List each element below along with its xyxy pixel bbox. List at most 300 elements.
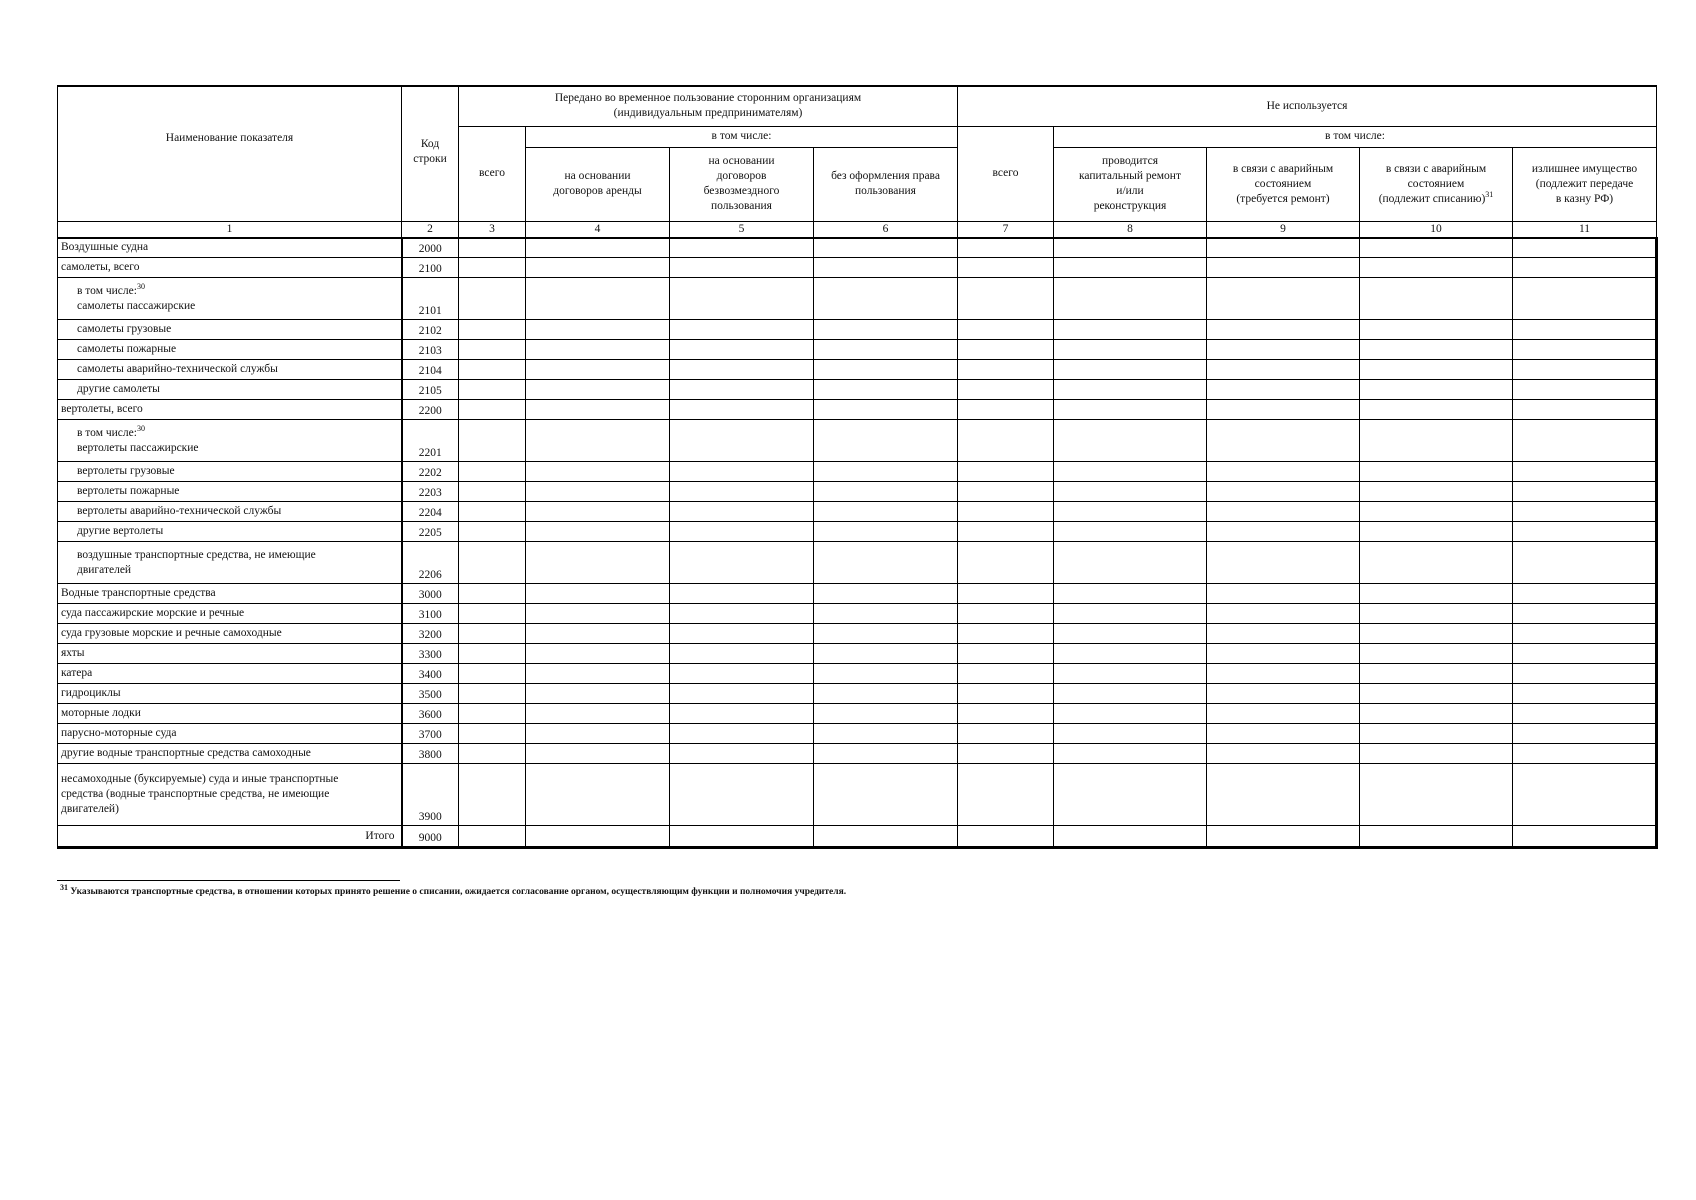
data-cell-col6[interactable] <box>814 542 958 584</box>
data-cell-col4[interactable] <box>526 584 670 604</box>
data-cell-col5[interactable] <box>670 724 814 744</box>
data-cell-col5[interactable] <box>670 502 814 522</box>
table-row <box>58 360 1657 380</box>
data-cell-col6[interactable] <box>814 360 958 380</box>
data-cell-col10[interactable] <box>1360 400 1513 420</box>
data-cell-col7[interactable] <box>958 724 1054 744</box>
data-cell-col11[interactable] <box>1513 664 1657 684</box>
header-incl-1: в том числе: <box>526 126 958 147</box>
data-cell-col7[interactable] <box>958 644 1054 664</box>
data-cell-col11[interactable] <box>1513 502 1657 522</box>
data-cell-col11[interactable] <box>1513 340 1657 360</box>
data-cell-col10[interactable] <box>1360 624 1513 644</box>
data-cell-col10[interactable] <box>1360 238 1513 258</box>
data-cell-col3[interactable] <box>459 320 526 340</box>
data-cell-col9[interactable] <box>1207 664 1360 684</box>
data-cell-col11[interactable] <box>1513 644 1657 664</box>
data-cell-col5[interactable] <box>670 380 814 400</box>
data-cell-col9[interactable] <box>1207 644 1360 664</box>
data-cell-col4[interactable] <box>526 320 670 340</box>
data-cell-col10[interactable] <box>1360 542 1513 584</box>
data-cell-col11[interactable] <box>1513 238 1657 258</box>
data-cell-col3[interactable] <box>459 258 526 278</box>
table-row <box>58 584 1657 604</box>
data-cell-col5[interactable] <box>670 258 814 278</box>
data-cell-col6[interactable] <box>814 826 958 848</box>
data-cell-col3[interactable] <box>459 238 526 258</box>
data-cell-col6[interactable] <box>814 604 958 624</box>
table-row <box>58 664 1657 684</box>
data-cell-col5[interactable] <box>670 278 814 320</box>
data-cell-col4[interactable] <box>526 462 670 482</box>
header-col10: в связи с аварийным состоянием (подлежит списанию)$^{31}$ <box>1360 147 1513 221</box>
data-cell-col11[interactable] <box>1513 400 1657 420</box>
data-cell-col9[interactable] <box>1207 584 1360 604</box>
row-code: 3200 <box>402 624 459 644</box>
data-cell-col8[interactable] <box>1054 604 1207 624</box>
data-cell-col7[interactable] <box>958 482 1054 502</box>
data-cell-col10[interactable] <box>1360 420 1513 462</box>
data-cell-col5[interactable] <box>670 522 814 542</box>
data-cell-col8[interactable] <box>1054 644 1207 664</box>
table-row <box>58 764 1657 826</box>
data-cell-col4[interactable] <box>526 764 670 826</box>
data-cell-col9[interactable] <box>1207 320 1360 340</box>
data-cell-col4[interactable] <box>526 624 670 644</box>
data-cell-col11[interactable] <box>1513 724 1657 744</box>
data-cell-col9[interactable] <box>1207 522 1360 542</box>
data-cell-col10[interactable] <box>1360 278 1513 320</box>
data-cell-col7[interactable] <box>958 502 1054 522</box>
data-cell-col7[interactable] <box>958 826 1054 848</box>
data-cell-col8[interactable] <box>1054 624 1207 644</box>
data-cell-col11[interactable] <box>1513 604 1657 624</box>
data-cell-col4[interactable] <box>526 380 670 400</box>
data-cell-col4[interactable] <box>526 482 670 502</box>
data-cell-col4[interactable] <box>526 238 670 258</box>
row-code: 3900 <box>402 764 459 826</box>
data-cell-col3[interactable] <box>459 624 526 644</box>
row-code: 3500 <box>402 684 459 704</box>
header-col6: без оформления права пользования <box>814 147 958 221</box>
row-code: 3800 <box>402 744 459 764</box>
data-cell-col3[interactable] <box>459 522 526 542</box>
data-cell-col6[interactable] <box>814 258 958 278</box>
row-name: вертолеты пожарные <box>58 482 402 502</box>
data-cell-col5[interactable] <box>670 624 814 644</box>
table-row <box>58 462 1657 482</box>
row-code: 2000 <box>402 238 459 258</box>
data-cell-col6[interactable] <box>814 744 958 764</box>
data-cell-col7[interactable] <box>958 400 1054 420</box>
data-cell-col8[interactable] <box>1054 380 1207 400</box>
data-cell-col5[interactable] <box>670 320 814 340</box>
data-cell-col8[interactable] <box>1054 522 1207 542</box>
data-cell-col6[interactable] <box>814 704 958 724</box>
data-cell-col3[interactable] <box>459 604 526 624</box>
data-cell-col11[interactable] <box>1513 258 1657 278</box>
data-cell-col7[interactable] <box>958 584 1054 604</box>
header-col3: всего <box>459 126 526 221</box>
data-cell-col10[interactable] <box>1360 826 1513 848</box>
data-cell-col7[interactable] <box>958 704 1054 724</box>
data-cell-col7[interactable] <box>958 604 1054 624</box>
data-cell-col6[interactable] <box>814 278 958 320</box>
row-code: 2205 <box>402 522 459 542</box>
data-cell-col5[interactable] <box>670 584 814 604</box>
data-cell-col5[interactable] <box>670 542 814 584</box>
data-cell-col6[interactable] <box>814 624 958 644</box>
data-cell-col8[interactable] <box>1054 664 1207 684</box>
table-row <box>58 340 1657 360</box>
data-cell-col3[interactable] <box>459 278 526 320</box>
data-cell-col8[interactable] <box>1054 584 1207 604</box>
data-cell-col5[interactable] <box>670 400 814 420</box>
data-cell-col9[interactable] <box>1207 502 1360 522</box>
data-cell-col5[interactable] <box>670 644 814 664</box>
data-cell-col7[interactable] <box>958 624 1054 644</box>
data-cell-col11[interactable] <box>1513 624 1657 644</box>
data-cell-col7[interactable] <box>958 664 1054 684</box>
data-cell-col4[interactable] <box>526 664 670 684</box>
data-cell-col3[interactable] <box>459 644 526 664</box>
data-cell-col7[interactable] <box>958 744 1054 764</box>
header-group-transferred: Передано во временное пользование сторонним организациям (индивидуальным предпринимателям) <box>459 86 958 126</box>
data-cell-col7[interactable] <box>958 258 1054 278</box>
data-cell-col9[interactable] <box>1207 684 1360 704</box>
data-cell-col10[interactable] <box>1360 340 1513 360</box>
data-cell-col9[interactable] <box>1207 340 1360 360</box>
data-cell-col9[interactable] <box>1207 704 1360 724</box>
row-name: в том числе:$^{30}$ самолеты пассажирские <box>58 278 402 320</box>
table-row <box>58 624 1657 644</box>
data-cell-col5[interactable] <box>670 664 814 684</box>
data-cell-col11[interactable] <box>1513 764 1657 826</box>
col-number: 9 <box>1207 221 1360 238</box>
data-cell-col11[interactable] <box>1513 380 1657 400</box>
data-cell-col7[interactable] <box>958 764 1054 826</box>
header-col9: в связи с аварийным состоянием (требуется ремонт) <box>1207 147 1360 221</box>
data-cell-col10[interactable] <box>1360 462 1513 482</box>
col-number: 6 <box>814 221 958 238</box>
data-cell-col5[interactable] <box>670 744 814 764</box>
column-numbers-row <box>58 221 1657 238</box>
header-col8: проводится капитальный ремонт и/или реконструкция <box>1054 147 1207 221</box>
data-cell-col3[interactable] <box>459 502 526 522</box>
data-cell-col6[interactable] <box>814 522 958 542</box>
data-cell-col3[interactable] <box>459 704 526 724</box>
row-code: 3300 <box>402 644 459 664</box>
data-cell-col11[interactable] <box>1513 462 1657 482</box>
data-cell-col4[interactable] <box>526 258 670 278</box>
col-number: 4 <box>526 221 670 238</box>
data-cell-col9[interactable] <box>1207 380 1360 400</box>
data-cell-col7[interactable] <box>958 278 1054 320</box>
row-code: 2100 <box>402 258 459 278</box>
data-cell-col9[interactable] <box>1207 744 1360 764</box>
data-cell-col10[interactable] <box>1360 360 1513 380</box>
data-cell-col4[interactable] <box>526 826 670 848</box>
data-cell-col11[interactable] <box>1513 522 1657 542</box>
data-cell-col3[interactable] <box>459 482 526 502</box>
data-cell-col10[interactable] <box>1360 744 1513 764</box>
data-cell-col5[interactable] <box>670 340 814 360</box>
data-cell-col3[interactable] <box>459 826 526 848</box>
data-cell-col10[interactable] <box>1360 380 1513 400</box>
data-cell-col8[interactable] <box>1054 420 1207 462</box>
row-code: 3400 <box>402 664 459 684</box>
col-number: 2 <box>402 221 459 238</box>
data-cell-col8[interactable] <box>1054 764 1207 826</box>
data-cell-col4[interactable] <box>526 522 670 542</box>
row-code: 2202 <box>402 462 459 482</box>
data-cell-col10[interactable] <box>1360 482 1513 502</box>
data-cell-col9[interactable] <box>1207 826 1360 848</box>
row-name: несамоходные (буксируемые) суда и иные транспортные средства (водные транспортные средства, не имеющие двигателей) <box>58 764 402 826</box>
data-cell-col7[interactable] <box>958 684 1054 704</box>
row-name: другие водные транспортные средства самоходные <box>58 744 402 764</box>
data-cell-col10[interactable] <box>1360 258 1513 278</box>
data-cell-col11[interactable] <box>1513 542 1657 584</box>
data-cell-col8[interactable] <box>1054 502 1207 522</box>
data-cell-col4[interactable] <box>526 704 670 724</box>
data-cell-col8[interactable] <box>1054 462 1207 482</box>
row-name: другие вертолеты <box>58 522 402 542</box>
data-cell-col9[interactable] <box>1207 624 1360 644</box>
data-cell-col8[interactable] <box>1054 400 1207 420</box>
header-incl-2: в том числе: <box>1054 126 1657 147</box>
table-row <box>58 604 1657 624</box>
row-code: 2201 <box>402 420 459 462</box>
data-cell-col7[interactable] <box>958 522 1054 542</box>
data-cell-col8[interactable] <box>1054 320 1207 340</box>
data-cell-col9[interactable] <box>1207 238 1360 258</box>
data-cell-col4[interactable] <box>526 340 670 360</box>
data-cell-col8[interactable] <box>1054 684 1207 704</box>
data-cell-col7[interactable] <box>958 380 1054 400</box>
data-cell-col7[interactable] <box>958 420 1054 462</box>
row-name: вертолеты аварийно-технической службы <box>58 502 402 522</box>
data-cell-col4[interactable] <box>526 400 670 420</box>
data-cell-col4[interactable] <box>526 684 670 704</box>
row-name: самолеты, всего <box>58 258 402 278</box>
data-cell-col10[interactable] <box>1360 644 1513 664</box>
row-name: катера <box>58 664 402 684</box>
data-cell-col3[interactable] <box>459 724 526 744</box>
data-cell-col10[interactable] <box>1360 502 1513 522</box>
data-cell-col3[interactable] <box>459 420 526 462</box>
data-cell-col3[interactable] <box>459 764 526 826</box>
data-cell-col6[interactable] <box>814 764 958 826</box>
data-cell-col6[interactable] <box>814 644 958 664</box>
data-cell-col9[interactable] <box>1207 724 1360 744</box>
table-row <box>58 238 1657 258</box>
data-cell-col8[interactable] <box>1054 238 1207 258</box>
data-cell-col11[interactable] <box>1513 360 1657 380</box>
data-cell-col8[interactable] <box>1054 542 1207 584</box>
data-cell-col3[interactable] <box>459 542 526 584</box>
data-cell-col9[interactable] <box>1207 278 1360 320</box>
data-cell-col5[interactable] <box>670 238 814 258</box>
header-col7: всего <box>958 126 1054 221</box>
data-cell-col10[interactable] <box>1360 764 1513 826</box>
data-cell-col6[interactable] <box>814 724 958 744</box>
data-cell-col10[interactable] <box>1360 522 1513 542</box>
row-name: Водные транспортные средства <box>58 584 402 604</box>
data-cell-col8[interactable] <box>1054 258 1207 278</box>
data-cell-col3[interactable] <box>459 360 526 380</box>
data-cell-col6[interactable] <box>814 664 958 684</box>
row-name: в том числе:$^{30}$ вертолеты пассажирские <box>58 420 402 462</box>
col-number: 1 <box>58 221 402 238</box>
data-cell-col11[interactable] <box>1513 482 1657 502</box>
data-cell-col9[interactable] <box>1207 360 1360 380</box>
data-cell-col9[interactable] <box>1207 462 1360 482</box>
data-cell-col8[interactable] <box>1054 724 1207 744</box>
data-cell-col7[interactable] <box>958 542 1054 584</box>
col-number: 8 <box>1054 221 1207 238</box>
data-cell-col4[interactable] <box>526 502 670 522</box>
data-cell-col3[interactable] <box>459 584 526 604</box>
data-cell-col11[interactable] <box>1513 826 1657 848</box>
data-cell-col4[interactable] <box>526 420 670 462</box>
data-cell-col11[interactable] <box>1513 684 1657 704</box>
table-row <box>58 542 1657 584</box>
data-cell-col4[interactable] <box>526 604 670 624</box>
data-cell-col9[interactable] <box>1207 258 1360 278</box>
data-cell-col8[interactable] <box>1054 826 1207 848</box>
data-cell-col11[interactable] <box>1513 278 1657 320</box>
data-cell-col7[interactable] <box>958 238 1054 258</box>
data-cell-col6[interactable] <box>814 462 958 482</box>
data-cell-col5[interactable] <box>670 462 814 482</box>
data-cell-col9[interactable] <box>1207 764 1360 826</box>
data-cell-col6[interactable] <box>814 320 958 340</box>
row-name: самолеты аварийно-технической службы <box>58 360 402 380</box>
row-name: гидроциклы <box>58 684 402 704</box>
data-cell-col6[interactable] <box>814 482 958 502</box>
data-cell-col9[interactable] <box>1207 400 1360 420</box>
footnote: $^{31}$ Указываются транспортные средства, в отношении которых принято решение о списании, ожидается согласование органом, осуществляющим функции и полномочия учредителя. <box>60 882 847 897</box>
data-cell-col9[interactable] <box>1207 542 1360 584</box>
table-row <box>58 502 1657 522</box>
data-cell-col6[interactable] <box>814 420 958 462</box>
data-cell-col8[interactable] <box>1054 340 1207 360</box>
data-cell-col5[interactable] <box>670 420 814 462</box>
header-name-col: Наименование показателя <box>58 86 402 221</box>
data-cell-col6[interactable] <box>814 400 958 420</box>
data-cell-col5[interactable] <box>670 684 814 704</box>
table-row <box>58 482 1657 502</box>
data-cell-col5[interactable] <box>670 482 814 502</box>
row-name: суда пассажирские морские и речные <box>58 604 402 624</box>
data-cell-col5[interactable] <box>670 826 814 848</box>
row-name: самолеты грузовые <box>58 320 402 340</box>
data-cell-col9[interactable] <box>1207 420 1360 462</box>
footnote-divider <box>57 880 400 881</box>
row-name: вертолеты грузовые <box>58 462 402 482</box>
row-code: 9000 <box>402 826 459 848</box>
row-code: 2200 <box>402 400 459 420</box>
data-cell-col8[interactable] <box>1054 360 1207 380</box>
data-cell-col4[interactable] <box>526 278 670 320</box>
data-cell-col10[interactable] <box>1360 724 1513 744</box>
row-code: 2206 <box>402 542 459 584</box>
row-name: самолеты пожарные <box>58 340 402 360</box>
data-cell-col4[interactable] <box>526 542 670 584</box>
row-name: парусно-моторные суда <box>58 724 402 744</box>
data-cell-col8[interactable] <box>1054 744 1207 764</box>
data-cell-col8[interactable] <box>1054 482 1207 502</box>
header-code-col: Код строки <box>402 86 459 221</box>
data-cell-col7[interactable] <box>958 360 1054 380</box>
data-cell-col11[interactable] <box>1513 744 1657 764</box>
data-cell-col7[interactable] <box>958 320 1054 340</box>
data-cell-col11[interactable] <box>1513 704 1657 724</box>
data-cell-col4[interactable] <box>526 360 670 380</box>
data-cell-col5[interactable] <box>670 604 814 624</box>
data-cell-col8[interactable] <box>1054 704 1207 724</box>
row-name: воздушные транспортные средства, не имеющие двигателей <box>58 542 402 584</box>
data-cell-col6[interactable] <box>814 502 958 522</box>
data-cell-col3[interactable] <box>459 400 526 420</box>
row-code: 2101 <box>402 278 459 320</box>
data-cell-col3[interactable] <box>459 340 526 360</box>
data-cell-col3[interactable] <box>459 744 526 764</box>
data-cell-col4[interactable] <box>526 744 670 764</box>
data-cell-col6[interactable] <box>814 340 958 360</box>
data-cell-col6[interactable] <box>814 584 958 604</box>
data-cell-col3[interactable] <box>459 684 526 704</box>
row-code: 3600 <box>402 704 459 724</box>
table-row <box>58 278 1657 320</box>
data-cell-col10[interactable] <box>1360 684 1513 704</box>
data-cell-col3[interactable] <box>459 462 526 482</box>
row-name: другие самолеты <box>58 380 402 400</box>
data-cell-col8[interactable] <box>1054 278 1207 320</box>
row-code: 2105 <box>402 380 459 400</box>
data-cell-col10[interactable] <box>1360 320 1513 340</box>
data-cell-col11[interactable] <box>1513 420 1657 462</box>
data-cell-col6[interactable] <box>814 238 958 258</box>
header-col4: на основании договоров аренды <box>526 147 670 221</box>
row-code: 3700 <box>402 724 459 744</box>
data-cell-col10[interactable] <box>1360 584 1513 604</box>
row-code: 2103 <box>402 340 459 360</box>
data-cell-col11[interactable] <box>1513 584 1657 604</box>
row-code: 2104 <box>402 360 459 380</box>
data-cell-col5[interactable] <box>670 704 814 724</box>
data-cell-col10[interactable] <box>1360 664 1513 684</box>
data-cell-col7[interactable] <box>958 340 1054 360</box>
data-cell-col11[interactable] <box>1513 320 1657 340</box>
data-cell-col9[interactable] <box>1207 482 1360 502</box>
data-cell-col6[interactable] <box>814 684 958 704</box>
data-cell-col10[interactable] <box>1360 604 1513 624</box>
data-cell-col9[interactable] <box>1207 604 1360 624</box>
data-cell-col4[interactable] <box>526 644 670 664</box>
row-code: 2102 <box>402 320 459 340</box>
data-cell-col6[interactable] <box>814 380 958 400</box>
data-cell-col10[interactable] <box>1360 704 1513 724</box>
data-cell-col3[interactable] <box>459 664 526 684</box>
data-cell-col5[interactable] <box>670 764 814 826</box>
data-cell-col3[interactable] <box>459 380 526 400</box>
data-cell-col5[interactable] <box>670 360 814 380</box>
data-cell-col4[interactable] <box>526 724 670 744</box>
table-row <box>58 420 1657 462</box>
data-cell-col7[interactable] <box>958 462 1054 482</box>
